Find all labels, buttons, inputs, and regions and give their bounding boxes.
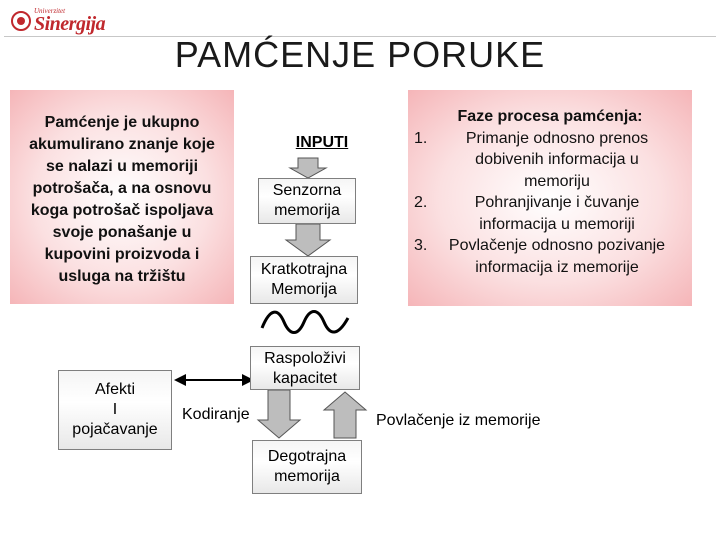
affects-line: pojačavanje [72, 421, 158, 438]
definition-line: potrošača, a na osnovu [32, 180, 212, 197]
phase-number: 2. [414, 194, 428, 211]
available-capacity-line: kapacitet [272, 370, 338, 387]
sensory-memory-line: memorija [274, 202, 340, 219]
affects-box [58, 370, 172, 450]
page-title: PAMĆENJE PORUKE [174, 34, 546, 75]
phase-number: 1. [414, 129, 428, 147]
short-term-memory-box [250, 256, 358, 304]
short-term-memory-line: Kratkotrajna [260, 261, 348, 278]
phase-line: Povlačenje odnosno pozivanje [448, 237, 666, 254]
phase-line: dobivenih informacija u [475, 151, 639, 168]
short-term-memory-line: Memorija [271, 281, 337, 298]
phase-line: Primanje odnosno prenos [465, 129, 649, 147]
inputs-label: INPUTI [295, 134, 349, 151]
definition-line: akumulirano znanje koje [29, 136, 215, 153]
down-arrow-sensory [286, 224, 330, 256]
encoding-label: Kodiranje [182, 406, 250, 423]
up-arrow-retrieval [324, 392, 366, 438]
definition-line: svoje ponašanje u [52, 224, 192, 241]
long-term-memory-box [252, 440, 362, 494]
definition-line: koga potrošač ispoljava [30, 202, 214, 219]
phase-line: Pohranjivanje i čuvanje [474, 194, 640, 211]
long-term-memory-line: memorija [274, 468, 340, 485]
down-arrow-input [290, 158, 326, 178]
logo-brand-text: Sinergija [34, 13, 106, 35]
phase-line: memoriju [524, 172, 590, 190]
definition-line: se nalazi u memoriji [45, 158, 199, 175]
definition-line: Pamćenje je ukupno [44, 114, 200, 131]
phase-number: 3. [414, 237, 428, 254]
available-capacity-line: Raspoloživi [264, 350, 346, 367]
phases-title: Faze procesa pamćenja: [457, 108, 643, 125]
retrieval-label: Povlačenje iz memorije [376, 412, 541, 429]
definition-line: kupovini proizvoda i [44, 246, 200, 263]
phase-line: informacija iz memorije [475, 258, 639, 276]
affects-connector-left-head [174, 374, 186, 386]
down-arrow-encoding [258, 390, 300, 438]
sensory-memory-line: Senzorna [272, 182, 342, 199]
capacity-wave [262, 312, 348, 333]
affects-line: I [112, 401, 118, 418]
phase-line: informacija u memoriji [479, 215, 635, 233]
affects-line: Afekti [94, 381, 135, 398]
sensory-memory-box [258, 178, 356, 224]
available-capacity-box [250, 346, 360, 390]
logo-small-text: Univerzitet [34, 7, 66, 15]
definition-line: usluga na tržištu [58, 268, 186, 285]
long-term-memory-line: Degotrajna [267, 448, 347, 465]
